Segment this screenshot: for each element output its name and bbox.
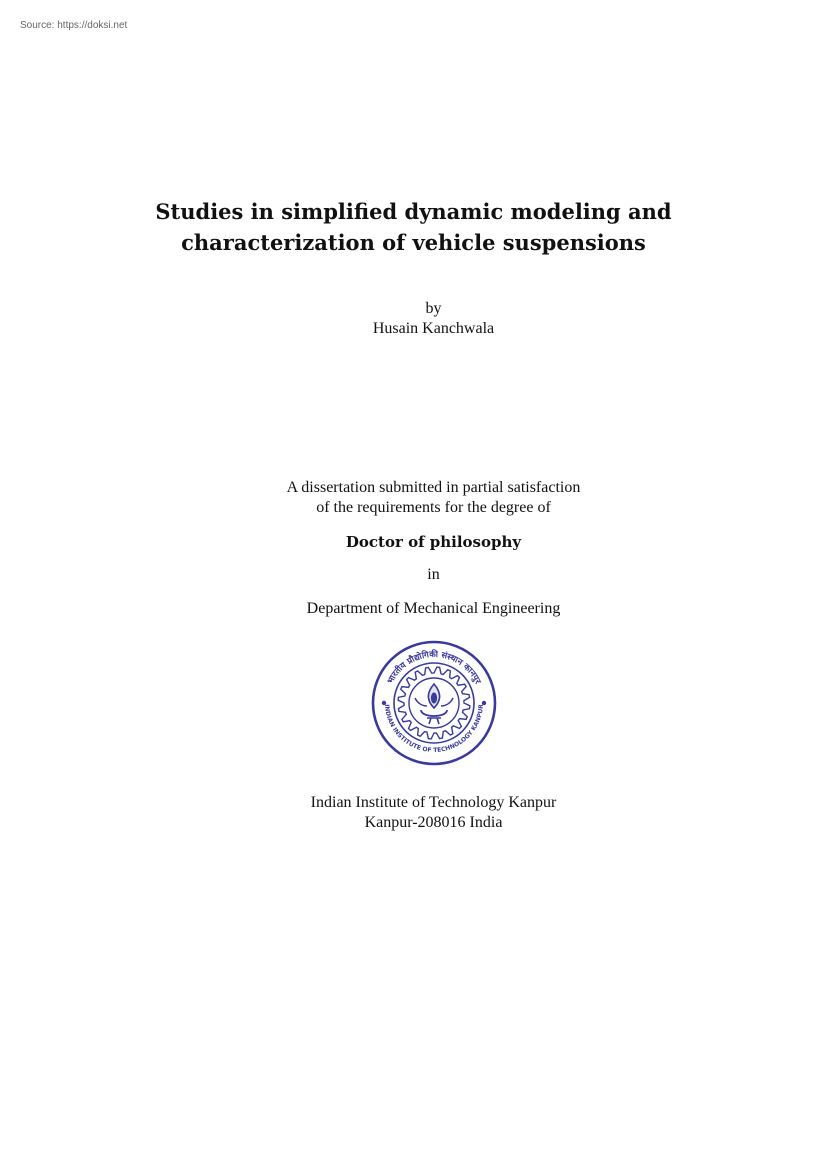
dissertation-statement-line-2: of the requirements for the degree of xyxy=(316,499,551,516)
seal-english-text: INDIAN INSTITUTE OF TECHNOLOGY KANPUR xyxy=(383,704,486,755)
source-url[interactable]: Source: https://doksi.net xyxy=(20,20,128,31)
by-label: by xyxy=(425,300,442,317)
institution-address: Kanpur-208016 India xyxy=(364,814,503,831)
thesis-title xyxy=(0,196,827,258)
iit-kanpur-seal-logo xyxy=(371,640,497,766)
dissertation-statement-line-1: A dissertation submitted in partial satisfaction xyxy=(286,479,581,496)
title-line-1: Studies in simplified dynamic modeling and xyxy=(155,199,672,224)
department-name: Department of Mechanical Engineering xyxy=(306,600,561,617)
in-label: in xyxy=(427,566,440,583)
author-name: Husain Kanchwala xyxy=(372,320,495,337)
institution-name: Indian Institute of Technology Kanpur xyxy=(310,794,557,811)
title-line-2: characterization of vehicle suspensions xyxy=(181,230,646,255)
degree-name: Doctor of philosophy xyxy=(345,533,522,551)
seal-hindi-text: भारतीय प्रौद्योगिकी संस्थान कानपुर xyxy=(385,649,483,686)
